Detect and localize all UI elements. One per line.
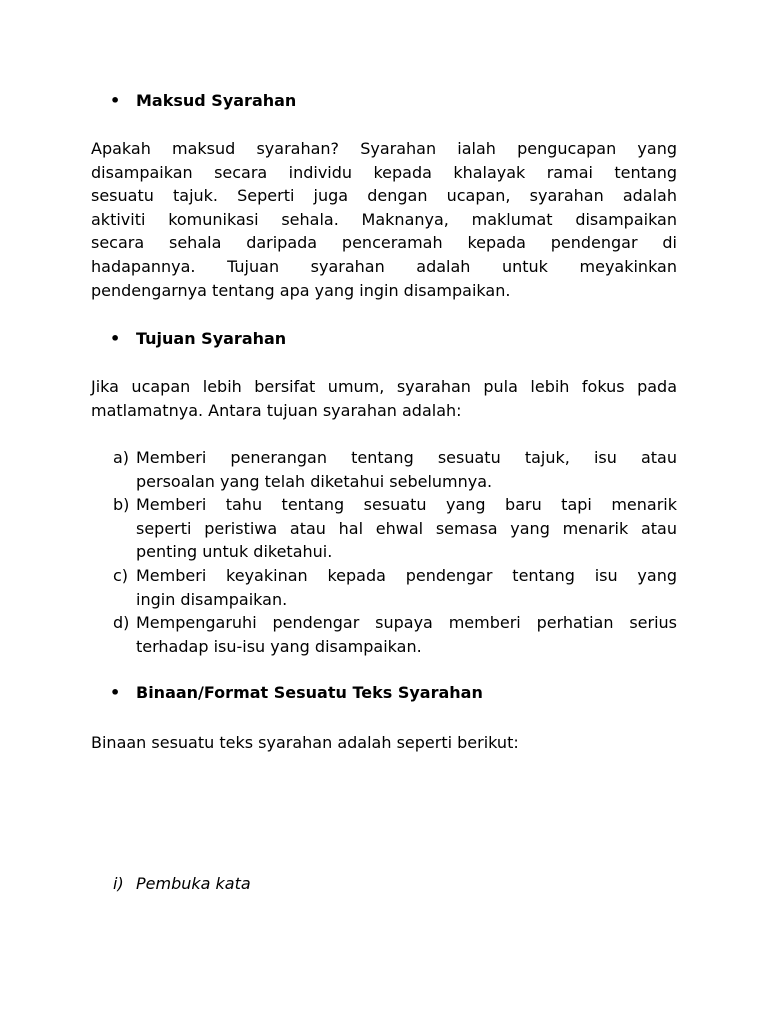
list-item <box>91 493 677 564</box>
paragraph-line: pendengarnya tentang apa yang ingin disampaikan. <box>91 280 511 300</box>
list-line: penting untuk diketahui. <box>136 542 333 562</box>
list-line: Mempengaruhi pendengar supaya memberi perhatian serius <box>136 613 677 633</box>
paragraph-line: hadapannya. Tujuan syarahan adalah untuk meyakinkan <box>91 256 677 276</box>
list-line: ingin disampaikan. <box>136 589 288 609</box>
heading-binaan-format <box>91 681 722 705</box>
paragraph-maksud <box>91 137 677 302</box>
paragraph-line: matlamatnya. Antara tujuan syarahan adalah: <box>91 400 462 420</box>
list-item <box>91 564 677 611</box>
list-line: seperti peristiwa atau hal ehwal semasa yang menarik atau <box>136 518 677 538</box>
bullet-icon: • <box>110 91 121 110</box>
heading-text: Maksud Syarahan <box>136 91 297 110</box>
list-item <box>91 446 677 493</box>
paragraph-line: sesuatu tajuk. Seperti juga dengan ucapan, syarahan adalah <box>91 186 677 206</box>
sub-label: Pembuka kata <box>136 874 251 893</box>
tujuan-list <box>91 446 677 658</box>
paragraph-line: secara sehala daripada penceramah kepada pendengar di <box>91 233 677 253</box>
list-line: terhadap isu-isu yang disampaikan. <box>136 636 422 656</box>
heading-text: Tujuan Syarahan <box>136 329 287 348</box>
list-marker: b) <box>113 495 130 515</box>
list-line: Memberi keyakinan kepada pendengar tentang isu yang <box>136 565 677 585</box>
heading-tujuan-syarahan <box>91 327 722 351</box>
list-line: Memberi penerangan tentang sesuatu tajuk, isu atau <box>136 448 677 467</box>
list-item <box>91 611 677 658</box>
list-marker: d) <box>113 613 130 633</box>
list-marker: a) <box>113 448 130 467</box>
subitem-pembuka-kata <box>91 872 722 896</box>
list-line: persoalan yang telah diketahui sebelumnya. <box>136 471 493 491</box>
list-line: Memberi tahu tentang sesuatu yang baru tapi menarik <box>136 495 677 515</box>
paragraph-line: Binaan sesuatu teks syarahan adalah seperti berikut: <box>91 733 519 752</box>
paragraph-binaan-intro <box>91 731 677 755</box>
bullet-icon: • <box>110 329 121 348</box>
paragraph-line: Apakah maksud syarahan? Syarahan ialah pengucapan yang <box>91 139 677 158</box>
paragraph-tujuan-intro <box>91 375 677 422</box>
list-marker: c) <box>113 565 129 585</box>
heading-text: Binaan/Format Sesuatu Teks Syarahan <box>136 683 483 702</box>
heading-maksud-syarahan <box>91 89 722 113</box>
paragraph-line: aktiviti komunikasi sehala. Maknanya, maklumat disampaikan <box>91 209 677 229</box>
paragraph-line: disampaikan secara individu kepada khalayak ramai tentang <box>91 162 677 182</box>
sub-marker: i) <box>113 874 124 893</box>
paragraph-line: Jika ucapan lebih bersifat umum, syarahan pula lebih fokus pada <box>91 377 677 396</box>
bullet-icon: • <box>110 683 121 702</box>
